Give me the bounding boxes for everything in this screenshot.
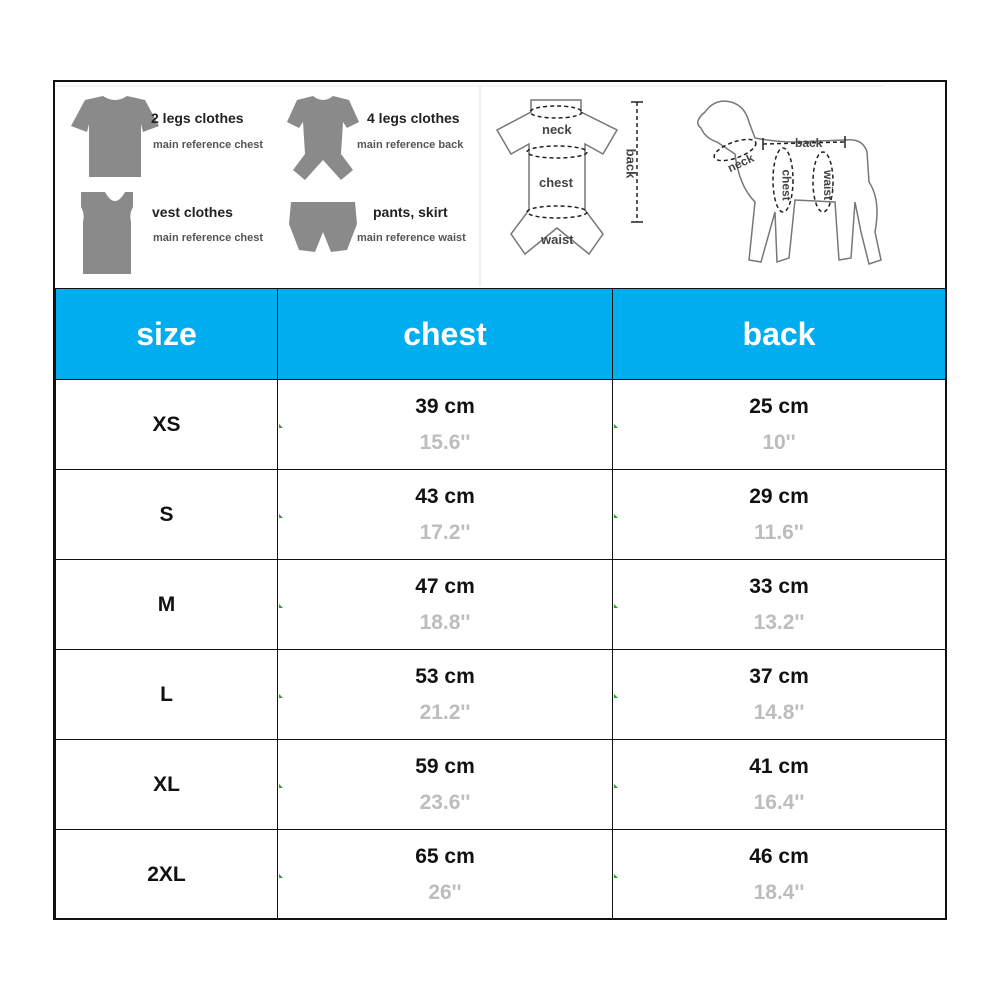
legend-subtitle-vest: main reference chest (153, 232, 264, 244)
legend-title-2-legs: 2 legs clothes (151, 110, 244, 126)
chest-cell (278, 560, 613, 650)
table-row (56, 380, 946, 470)
back-cm: 37 cm (749, 664, 809, 688)
chest-inch: 21.2'' (419, 700, 471, 724)
cell-marker (279, 874, 283, 878)
chest-cm: 47 cm (415, 574, 475, 598)
legend-subtitle-2-legs: main reference chest (153, 139, 264, 151)
chest-cm: 59 cm (415, 754, 475, 778)
cell-marker (614, 424, 618, 428)
cell-marker (279, 604, 283, 608)
legend-title-4-legs: 4 legs clothes (367, 110, 460, 126)
chest-cell (278, 650, 613, 740)
chest-cell (278, 830, 613, 920)
back-inch: 18.4'' (753, 880, 805, 904)
chest-inch: 15.6'' (419, 430, 471, 454)
chest-cm: 53 cm (415, 664, 475, 688)
back-cell (613, 380, 946, 470)
chest-cell (278, 470, 613, 560)
garment-label-neck: neck (542, 122, 572, 137)
back-inch: 11.6'' (754, 520, 804, 544)
garment-label-waist: waist (541, 232, 574, 247)
cell-marker (614, 874, 618, 878)
vest-icon (81, 192, 133, 274)
dog-label-chest: chest (779, 169, 794, 201)
back-cell (613, 830, 946, 920)
back-cm: 46 cm (749, 844, 809, 868)
back-inch: 13.2'' (753, 610, 805, 634)
cell-marker (614, 514, 618, 518)
cell-marker (279, 694, 283, 698)
chest-inch: 23.6'' (419, 790, 471, 814)
back-inch: 16.4'' (753, 790, 805, 814)
size-cell: XL (56, 740, 278, 830)
chest-cm: 65 cm (415, 844, 475, 868)
table-header-row (56, 289, 946, 380)
header-size: size (56, 289, 278, 380)
header-chest: chest (278, 289, 613, 380)
dog-label-neck: neck (725, 150, 757, 176)
back-cm: 25 cm (749, 394, 809, 418)
legend-subtitle-pants: main reference waist (357, 232, 466, 244)
chest-inch: 26'' (428, 880, 462, 904)
table-row (56, 740, 946, 830)
cell-marker (279, 424, 283, 428)
chest-cell (278, 740, 613, 830)
cell-marker (614, 694, 618, 698)
chest-cell (278, 380, 613, 470)
pants-icon (289, 202, 357, 252)
dog-label-back: back (795, 136, 823, 150)
cell-marker (279, 514, 283, 518)
size-chart (53, 80, 947, 920)
size-cell: XS (56, 380, 278, 470)
cell-marker (614, 784, 618, 788)
back-cm: 33 cm (749, 574, 809, 598)
table-row (56, 560, 946, 650)
chest-inch: 17.2'' (419, 520, 471, 544)
back-cm: 29 cm (749, 484, 809, 508)
tshirt-icon (71, 96, 159, 177)
back-inch: 14.8'' (753, 700, 805, 724)
back-cell (613, 560, 946, 650)
dog-label-waist: waist (821, 169, 836, 201)
size-cell: 2XL (56, 830, 278, 920)
back-cm: 41 cm (749, 754, 809, 778)
size-cell: L (56, 650, 278, 740)
table-row (56, 830, 946, 920)
cell-marker (614, 604, 618, 608)
cell-marker (279, 784, 283, 788)
legend-subtitle-4-legs: main reference back (357, 139, 464, 151)
back-cell (613, 650, 946, 740)
back-cell (613, 470, 946, 560)
table-row (56, 470, 946, 560)
garment-label-back: back (623, 148, 639, 179)
legend-title-pants: pants, skirt (373, 204, 448, 220)
chest-cm: 43 cm (415, 484, 475, 508)
header-back: back (613, 289, 946, 380)
four-leg-suit-icon (287, 96, 359, 180)
measurement-guide (55, 82, 945, 288)
back-cell (613, 740, 946, 830)
chest-inch: 18.8'' (419, 610, 471, 634)
table-row (56, 650, 946, 740)
garment-label-chest: chest (539, 175, 573, 190)
size-table (55, 288, 946, 920)
size-cell: M (56, 560, 278, 650)
chest-cm: 39 cm (415, 394, 475, 418)
size-cell: S (56, 470, 278, 560)
back-inch: 10'' (762, 430, 796, 454)
legend-title-vest: vest clothes (152, 204, 233, 220)
